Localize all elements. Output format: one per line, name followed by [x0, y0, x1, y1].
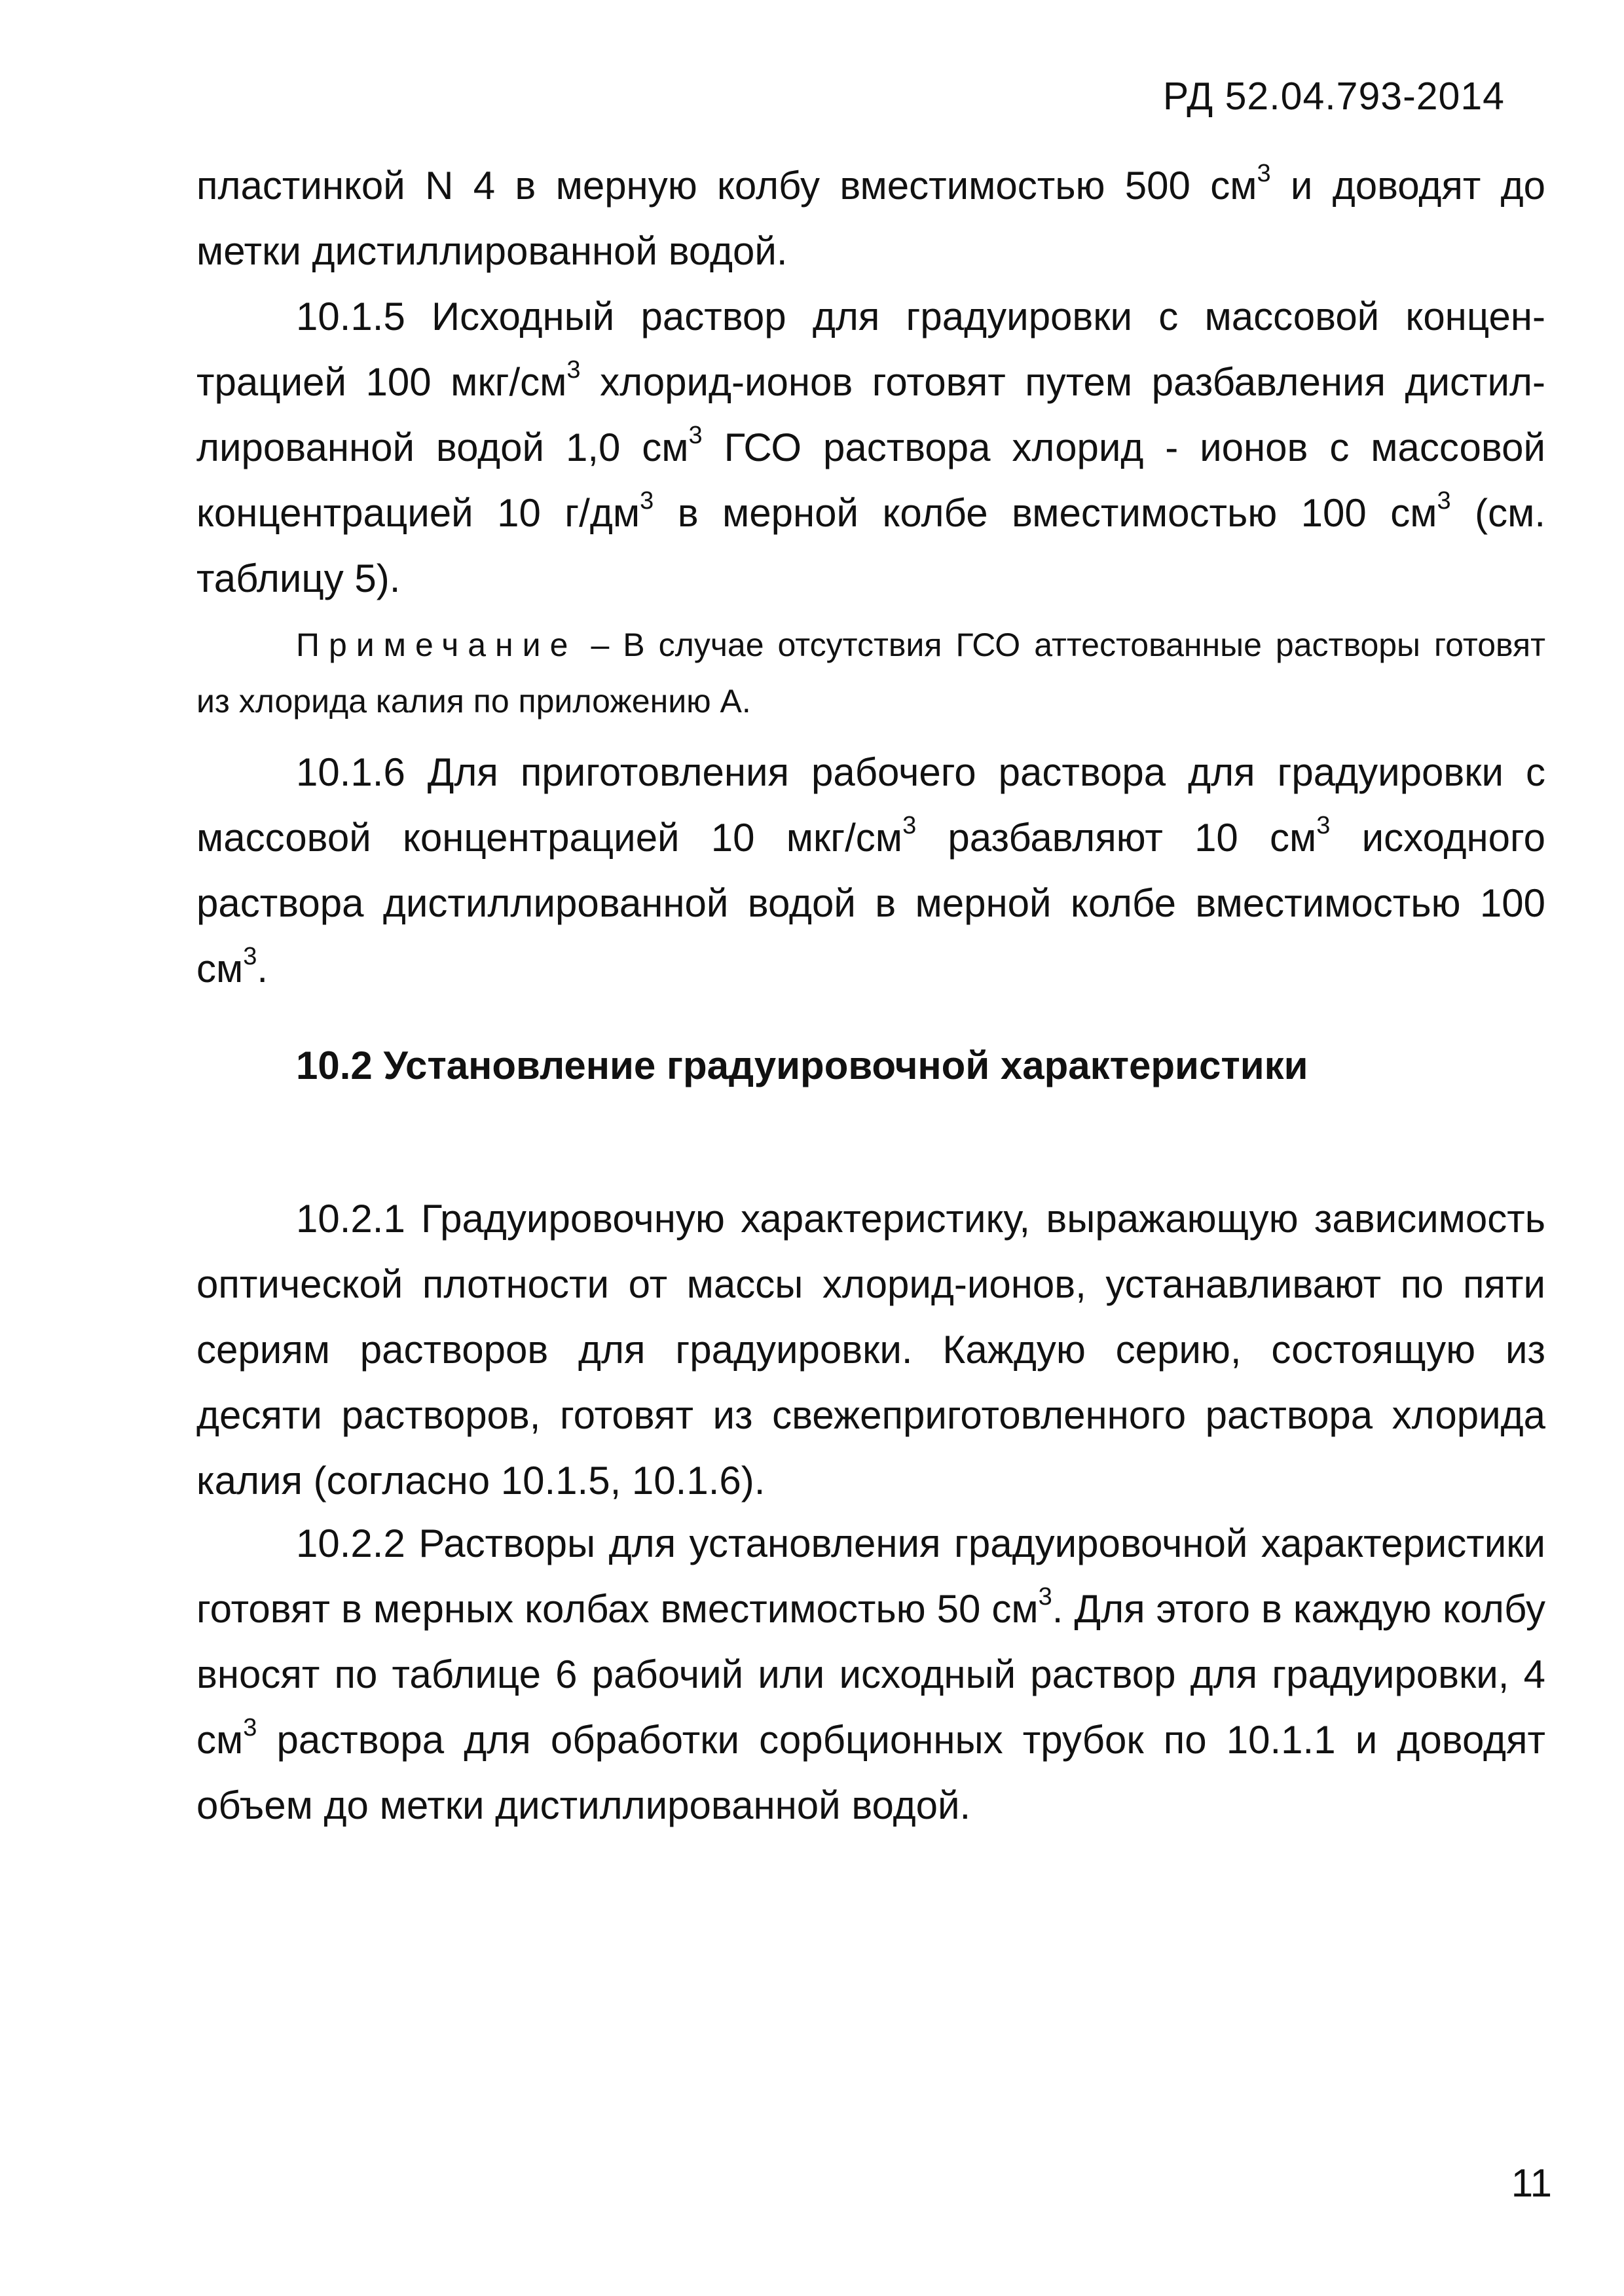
continuation-paragraph	[196, 153, 1545, 284]
text-run: ГСО раствора хлорид - ионов с массовой концентрацией 10 г/дм	[196, 426, 1545, 535]
note-label: Примечание	[296, 627, 578, 663]
text-run: 10.2.2 Растворы для установления градуировочной характеристики готовят в мерных колбах вместимостью 50 см	[196, 1522, 1545, 1631]
note-dash: –	[577, 627, 623, 663]
page-number: 11	[1511, 2161, 1552, 2205]
superscript: 3	[243, 943, 257, 970]
superscript: 3	[1038, 1583, 1052, 1611]
text-run: 10.1.6 Для приготовления рабочего раствора для градуировки с массовой концентрацией 10 мкг/см	[196, 750, 1545, 860]
text-run: .	[257, 947, 268, 991]
superscript: 3	[566, 356, 581, 384]
paragraph-10-2-2	[196, 1511, 1545, 1838]
document-code: РД 52.04.793-2014	[1162, 75, 1505, 118]
text-run: хлорид-ионов готовят путем разбавления дистиллированной водой 1,0 см	[196, 360, 1545, 469]
text-run: пластинкой N 4 в мерную колбу вместимостью 500 см	[196, 164, 1257, 208]
text-run: . Для этого в каждую колбу вносят по таблице 6 рабочий или исходный раствор для градуировки, 4 см	[196, 1587, 1545, 1762]
text-run: разбавляют 10 см	[916, 816, 1317, 860]
superscript: 3	[1316, 812, 1331, 839]
text-run: и доводят до метки дистиллированной водой.	[196, 164, 1545, 273]
superscript: 3	[902, 812, 917, 839]
paragraph-10-1-6	[196, 740, 1545, 1002]
text-run: исходного раствора дистиллированной водой в мерной колбе вместимостью 100 см	[196, 816, 1545, 991]
superscript: 3	[688, 422, 703, 449]
superscript: 3	[640, 487, 654, 515]
paragraph-10-2-1: 10.2.1 Градуировочную характеристику, выражающую зависимость оптической плотности от массы хлорид-ионов, устанавливают по пяти сериям растворов для градуировки. Каждую серию, состоящую из десяти растворов, готовят из свежеприготовленного раствора хлорида калия (согласно 10.1.5, 10.1.6).	[196, 1197, 1545, 1503]
note-text: В случае отсутствия ГСО аттестованные растворы готовят из хлорида калия по приложению А.	[196, 627, 1545, 720]
text-run: в мерной колбе вместимостью 100 см	[654, 491, 1437, 535]
section-heading: 10.2 Установление градуировочной характеристики	[296, 1044, 1308, 1087]
superscript: 3	[1437, 487, 1451, 515]
superscript: 3	[243, 1714, 257, 1741]
superscript: 3	[1257, 160, 1271, 187]
note-paragraph	[196, 617, 1545, 729]
paragraph-10-1-5	[196, 284, 1545, 611]
text-run: 10.1.5 Исходный раствор для градуировки с массовой концентрацией 100 мкг/см	[196, 295, 1545, 404]
text-run: раствора для обработки сорбционных трубок по 10.1.1 и доводят объем до метки дистиллированной водой.	[196, 1718, 1545, 1827]
text-run: (см. таблицу 5).	[196, 491, 1546, 600]
